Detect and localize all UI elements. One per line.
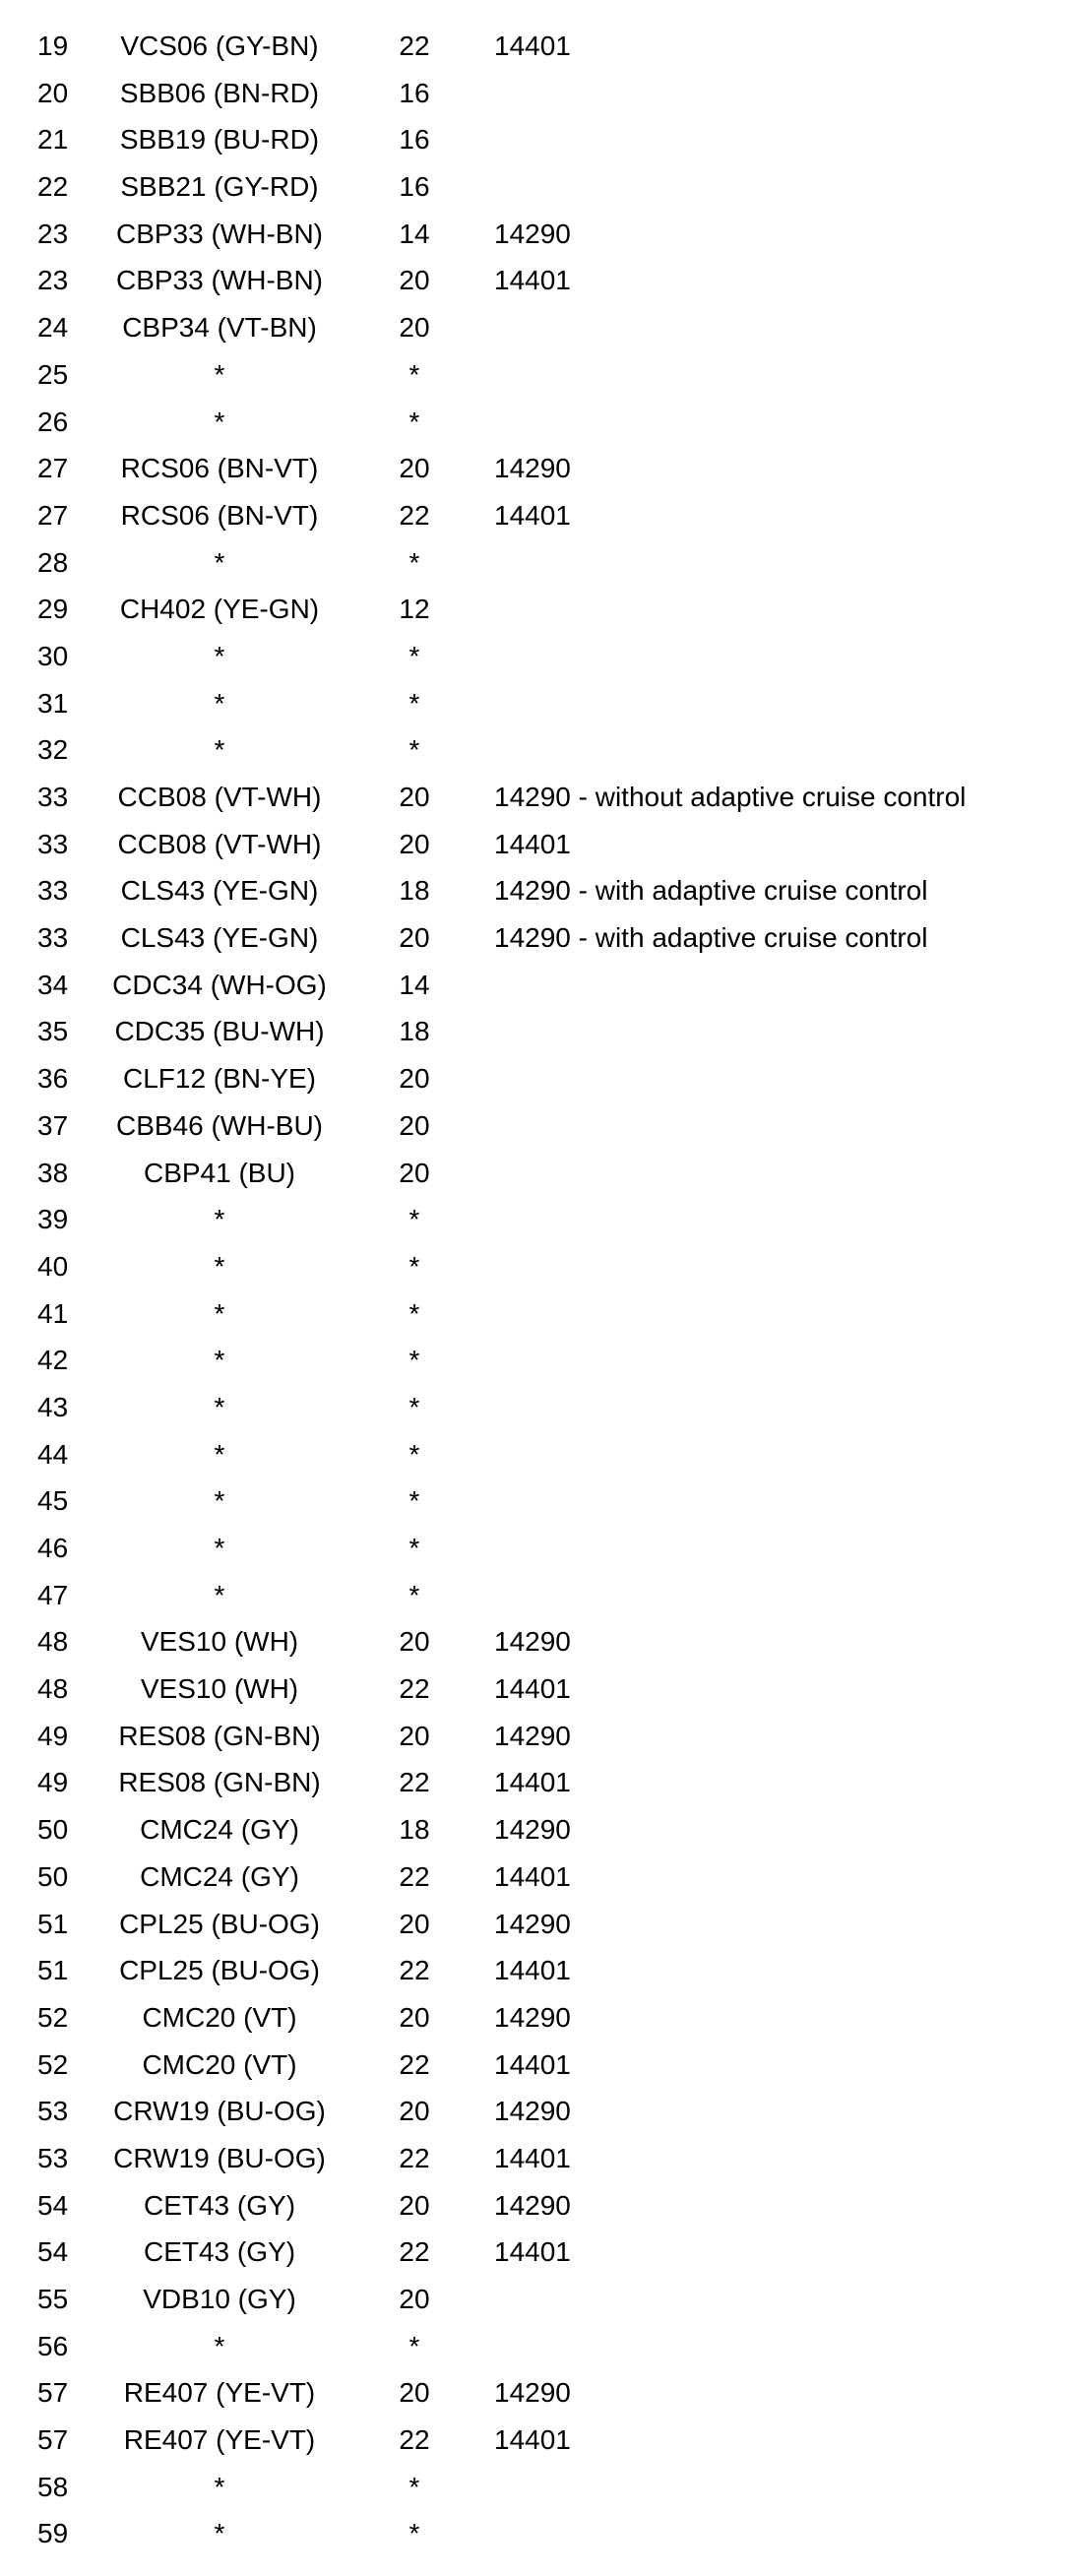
circuit-id: CCB08 (VT-WH) (117, 828, 322, 859)
variant-note: 14290 (494, 1908, 571, 1939)
circuit-id: RE407 (YE-VT) (123, 2377, 316, 2409)
table-row (0, 32, 1067, 80)
pin-number: 41 (37, 1297, 69, 1329)
pin-number: 59 (37, 2518, 69, 2549)
circuit-id: CLF12 (BN-YE) (122, 1063, 317, 1095)
variant-note: 14290 (494, 1814, 571, 1846)
pin-number: 50 (37, 1814, 69, 1846)
pin-number: 31 (37, 687, 69, 719)
circuit-id: CLS43 (YE-GN) (120, 875, 319, 907)
table-row (0, 1109, 1067, 1160)
pin-number: 35 (37, 1016, 69, 1047)
circuit-id: * (214, 1297, 225, 1329)
variant-note: 14401 (494, 1767, 571, 1798)
table-row (0, 2189, 1067, 2239)
circuit-id: RCS06 (BN-VT) (120, 453, 319, 484)
wire-gauge: 20 (399, 312, 430, 344)
wire-gauge: * (408, 1485, 420, 1517)
pin-number: 43 (37, 1391, 69, 1422)
circuit-id: CET43 (GY) (143, 2189, 296, 2221)
table-row (0, 1816, 1067, 1863)
circuit-id: CMC24 (GY) (140, 1860, 299, 1892)
pin-number: 25 (37, 358, 69, 390)
wire-gauge: * (408, 1391, 420, 1422)
circuit-id: * (214, 546, 225, 578)
pin-number: 52 (37, 2048, 69, 2080)
circuit-id: CBB46 (WH-BU) (115, 1109, 323, 1141)
pin-number: 47 (37, 1579, 69, 1610)
table-row (0, 687, 1067, 737)
circuit-id: * (214, 2330, 225, 2361)
table-row (0, 640, 1067, 690)
pin-number: 48 (37, 1626, 69, 1658)
pin-number: 55 (37, 2284, 69, 2314)
pin-number: 33 (37, 782, 69, 812)
pin-number: 34 (37, 969, 69, 1000)
wire-gauge: 22 (399, 1673, 430, 1705)
circuit-id: CBP33 (WH-BN) (115, 265, 323, 296)
pin-number: 51 (37, 1955, 69, 1986)
pin-number: 27 (37, 453, 69, 484)
wire-gauge: 20 (399, 453, 430, 484)
pinout-table (0, 32, 1067, 2567)
wire-gauge: 20 (399, 1626, 430, 1658)
wire-gauge: 16 (399, 124, 430, 156)
pin-number: 28 (37, 546, 69, 578)
variant-note: 14401 (494, 2142, 571, 2173)
table-row (0, 596, 1067, 643)
wire-gauge: 14 (399, 969, 430, 1000)
pin-number: 22 (37, 171, 69, 203)
variant-note: 14290 (494, 1720, 571, 1751)
table-row (0, 784, 1067, 831)
table-row (0, 2048, 1067, 2099)
circuit-id: CBP34 (VT-BN) (122, 312, 317, 344)
pin-number: 30 (37, 640, 69, 671)
variant-note: 14401 (494, 1673, 571, 1705)
wire-gauge: 20 (399, 2377, 430, 2409)
table-row (0, 2286, 1067, 2333)
pin-number: 19 (37, 31, 69, 61)
circuit-id: CDC34 (WH-OG) (112, 969, 327, 1000)
circuit-id: CPL25 (BU-OG) (119, 1955, 320, 1986)
wire-gauge: 20 (399, 922, 430, 954)
table-row (0, 2426, 1067, 2474)
circuit-id: CET43 (GY) (143, 2236, 296, 2268)
circuit-id: CMC24 (GY) (140, 1814, 299, 1846)
variant-note: 14290 (494, 2189, 571, 2221)
wire-gauge: 20 (399, 2001, 430, 2033)
variant-note: 14290 - without adaptive cruise control (494, 782, 967, 812)
circuit-id: SBB06 (BN-RD) (119, 77, 320, 108)
wire-gauge: 18 (399, 1814, 430, 1846)
pin-number: 29 (37, 594, 69, 625)
wire-gauge: * (408, 687, 420, 719)
wire-gauge: 22 (399, 1767, 430, 1798)
wire-gauge: 22 (399, 499, 430, 531)
table-row (0, 1250, 1067, 1300)
table-row (0, 314, 1067, 361)
table-row (0, 1579, 1067, 1629)
circuit-id: RCS06 (BN-VT) (120, 499, 319, 531)
pin-number: 44 (37, 1438, 69, 1470)
circuit-id: CDC35 (BU-WH) (114, 1016, 325, 1047)
circuit-id: * (214, 734, 225, 766)
wire-gauge: 20 (399, 2284, 430, 2314)
variant-note: 14401 (494, 2048, 571, 2080)
table-row (0, 358, 1067, 408)
pin-number: 24 (37, 312, 69, 344)
table-row (0, 877, 1067, 924)
table-row (0, 2330, 1067, 2380)
table-row (0, 1297, 1067, 1348)
circuit-id: CH402 (YE-GN) (119, 594, 320, 625)
wire-gauge: * (408, 640, 420, 671)
table-row (0, 1206, 1067, 1253)
wire-gauge: 12 (399, 594, 430, 625)
table-row (0, 1860, 1067, 1911)
circuit-id: * (214, 406, 225, 437)
variant-note: 14401 (494, 1860, 571, 1892)
circuit-id: * (214, 640, 225, 671)
table-row (0, 2238, 1067, 2286)
wire-gauge: 22 (399, 2236, 430, 2268)
table-row (0, 2471, 1067, 2521)
wire-gauge: 20 (399, 782, 430, 812)
table-row (0, 2520, 1067, 2567)
circuit-id: VES10 (WH) (140, 1673, 299, 1705)
pin-number: 42 (37, 1345, 69, 1376)
circuit-id: * (214, 358, 225, 390)
pin-number: 52 (37, 2001, 69, 2033)
wire-gauge: * (408, 1533, 420, 1563)
pin-number: 23 (37, 265, 69, 296)
pin-number: 40 (37, 1250, 69, 1282)
variant-note: 14290 (494, 2001, 571, 2033)
table-row (0, 267, 1067, 314)
pin-number: 39 (37, 1204, 69, 1235)
table-row (0, 969, 1067, 1019)
circuit-id: RES08 (GN-BN) (118, 1767, 321, 1798)
wire-gauge: 16 (399, 171, 430, 203)
circuit-id: RES08 (GN-BN) (118, 1720, 321, 1751)
wire-gauge: 22 (399, 2424, 430, 2456)
circuit-id: CBP33 (WH-BN) (115, 218, 323, 249)
pin-number: 56 (37, 2330, 69, 2361)
circuit-id: VES10 (WH) (140, 1626, 299, 1658)
circuit-id: VCS06 (GY-BN) (120, 31, 319, 61)
wire-gauge: 22 (399, 1860, 430, 1892)
circuit-id: CBP41 (BU) (143, 1157, 296, 1188)
circuit-id: * (214, 1533, 225, 1563)
wire-gauge: 20 (399, 1109, 430, 1141)
table-row (0, 126, 1067, 173)
wire-gauge: 20 (399, 828, 430, 859)
pin-number: 23 (37, 218, 69, 249)
table-row (0, 2379, 1067, 2426)
variant-note: 14401 (494, 2236, 571, 2268)
wire-gauge: * (408, 2518, 420, 2549)
pin-number: 57 (37, 2377, 69, 2409)
table-row (0, 736, 1067, 784)
wire-gauge: 20 (399, 265, 430, 296)
table-row (0, 455, 1067, 502)
circuit-id: CMC20 (VT) (142, 2001, 297, 2033)
variant-note: 14401 (494, 31, 571, 61)
variant-note: 14401 (494, 499, 571, 531)
circuit-id: * (214, 2471, 225, 2502)
wire-gauge: * (408, 1438, 420, 1470)
variant-note: 14290 (494, 453, 571, 484)
circuit-id: * (214, 1391, 225, 1422)
table-row (0, 1018, 1067, 1065)
table-row (0, 1675, 1067, 1723)
pin-number: 38 (37, 1157, 69, 1188)
variant-note: 14290 - with adaptive cruise control (494, 922, 928, 954)
wire-gauge: 20 (399, 1063, 430, 1095)
wire-gauge: * (408, 546, 420, 578)
pin-number: 32 (37, 734, 69, 766)
table-row (0, 2001, 1067, 2051)
wire-gauge: * (408, 1297, 420, 1329)
table-row (0, 408, 1067, 456)
pin-number: 49 (37, 1720, 69, 1751)
pin-number: 50 (37, 1860, 69, 1892)
wire-gauge: 14 (399, 218, 430, 249)
table-row (0, 1487, 1067, 1535)
variant-note: 14290 (494, 2096, 571, 2127)
table-row (0, 173, 1067, 220)
circuit-id: CRW19 (BU-OG) (113, 2142, 326, 2173)
variant-note: 14401 (494, 265, 571, 296)
pin-number: 51 (37, 1908, 69, 1939)
wire-gauge: 22 (399, 31, 430, 61)
variant-note: 14401 (494, 2424, 571, 2456)
table-row (0, 1157, 1067, 1207)
circuit-id: * (214, 1438, 225, 1470)
table-row (0, 924, 1067, 972)
pin-number: 53 (37, 2142, 69, 2173)
pin-number: 54 (37, 2236, 69, 2268)
table-row (0, 546, 1067, 597)
table-row (0, 77, 1067, 127)
variant-note: 14290 - with adaptive cruise control (494, 875, 928, 907)
wire-gauge: * (408, 1250, 420, 1282)
table-row (0, 499, 1067, 549)
pin-number: 49 (37, 1767, 69, 1798)
table-row (0, 1769, 1067, 1816)
circuit-id: VDB10 (GY) (143, 2284, 296, 2314)
pin-number: 48 (37, 1673, 69, 1705)
circuit-id: CLS43 (YE-GN) (120, 922, 319, 954)
wire-gauge: * (408, 358, 420, 390)
wire-gauge: 22 (399, 1955, 430, 1986)
table-row (0, 1957, 1067, 2004)
wire-gauge: 22 (399, 2048, 430, 2080)
pin-number: 53 (37, 2096, 69, 2127)
circuit-id: SBB21 (GY-RD) (120, 171, 319, 203)
table-row (0, 1908, 1067, 1958)
pin-number: 54 (37, 2189, 69, 2221)
pin-number: 21 (37, 124, 69, 156)
circuit-id: * (214, 1485, 225, 1517)
circuit-id: * (214, 1345, 225, 1376)
variant-note: 14290 (494, 218, 571, 249)
pin-number: 20 (37, 77, 69, 108)
pin-number: 58 (37, 2471, 69, 2502)
circuit-id: CPL25 (BU-OG) (119, 1908, 320, 1939)
wire-gauge: 16 (399, 77, 430, 108)
circuit-id: * (214, 1250, 225, 1282)
variant-note: 14290 (494, 1626, 571, 1658)
table-row (0, 1720, 1067, 1770)
wire-gauge: 22 (399, 2142, 430, 2173)
wire-gauge: * (408, 1579, 420, 1610)
table-row (0, 1347, 1067, 1394)
variant-note: 14401 (494, 828, 571, 859)
wire-gauge: * (408, 2471, 420, 2502)
pin-number: 37 (37, 1109, 69, 1141)
circuit-id: * (214, 2518, 225, 2549)
table-row (0, 2142, 1067, 2192)
wire-gauge: 20 (399, 1908, 430, 1939)
variant-note: 14401 (494, 1955, 571, 1986)
table-row (0, 828, 1067, 878)
table-row (0, 1391, 1067, 1441)
circuit-id: CMC20 (VT) (142, 2048, 297, 2080)
pin-number: 33 (37, 828, 69, 859)
pin-number: 33 (37, 922, 69, 954)
pin-number: 27 (37, 499, 69, 531)
pin-number: 26 (37, 406, 69, 437)
circuit-id: RE407 (YE-VT) (123, 2424, 316, 2456)
table-row (0, 1438, 1067, 1488)
table-row (0, 220, 1067, 268)
wire-gauge: 20 (399, 1720, 430, 1751)
table-row (0, 2098, 1067, 2145)
table-row (0, 1628, 1067, 1675)
table-row (0, 1535, 1067, 1582)
wire-gauge: * (408, 734, 420, 766)
wire-gauge: * (408, 1345, 420, 1376)
pin-number: 57 (37, 2424, 69, 2456)
circuit-id: * (214, 1204, 225, 1235)
circuit-id: SBB19 (BU-RD) (119, 124, 320, 156)
wire-gauge: * (408, 1204, 420, 1235)
pin-number: 45 (37, 1485, 69, 1517)
pin-number: 33 (37, 875, 69, 907)
pin-number: 46 (37, 1533, 69, 1563)
wire-gauge: * (408, 2330, 420, 2361)
variant-note: 14290 (494, 2377, 571, 2409)
table-row (0, 1065, 1067, 1112)
wire-gauge: 18 (399, 1016, 430, 1047)
wire-gauge: 20 (399, 2096, 430, 2127)
wire-gauge: 20 (399, 2189, 430, 2221)
circuit-id: CRW19 (BU-OG) (113, 2096, 326, 2127)
wire-gauge: 18 (399, 875, 430, 907)
circuit-id: * (214, 687, 225, 719)
wire-gauge: * (408, 406, 420, 437)
pin-number: 36 (37, 1063, 69, 1095)
circuit-id: CCB08 (VT-WH) (117, 782, 322, 812)
wire-gauge: 20 (399, 1157, 430, 1188)
circuit-id: * (214, 1579, 225, 1610)
